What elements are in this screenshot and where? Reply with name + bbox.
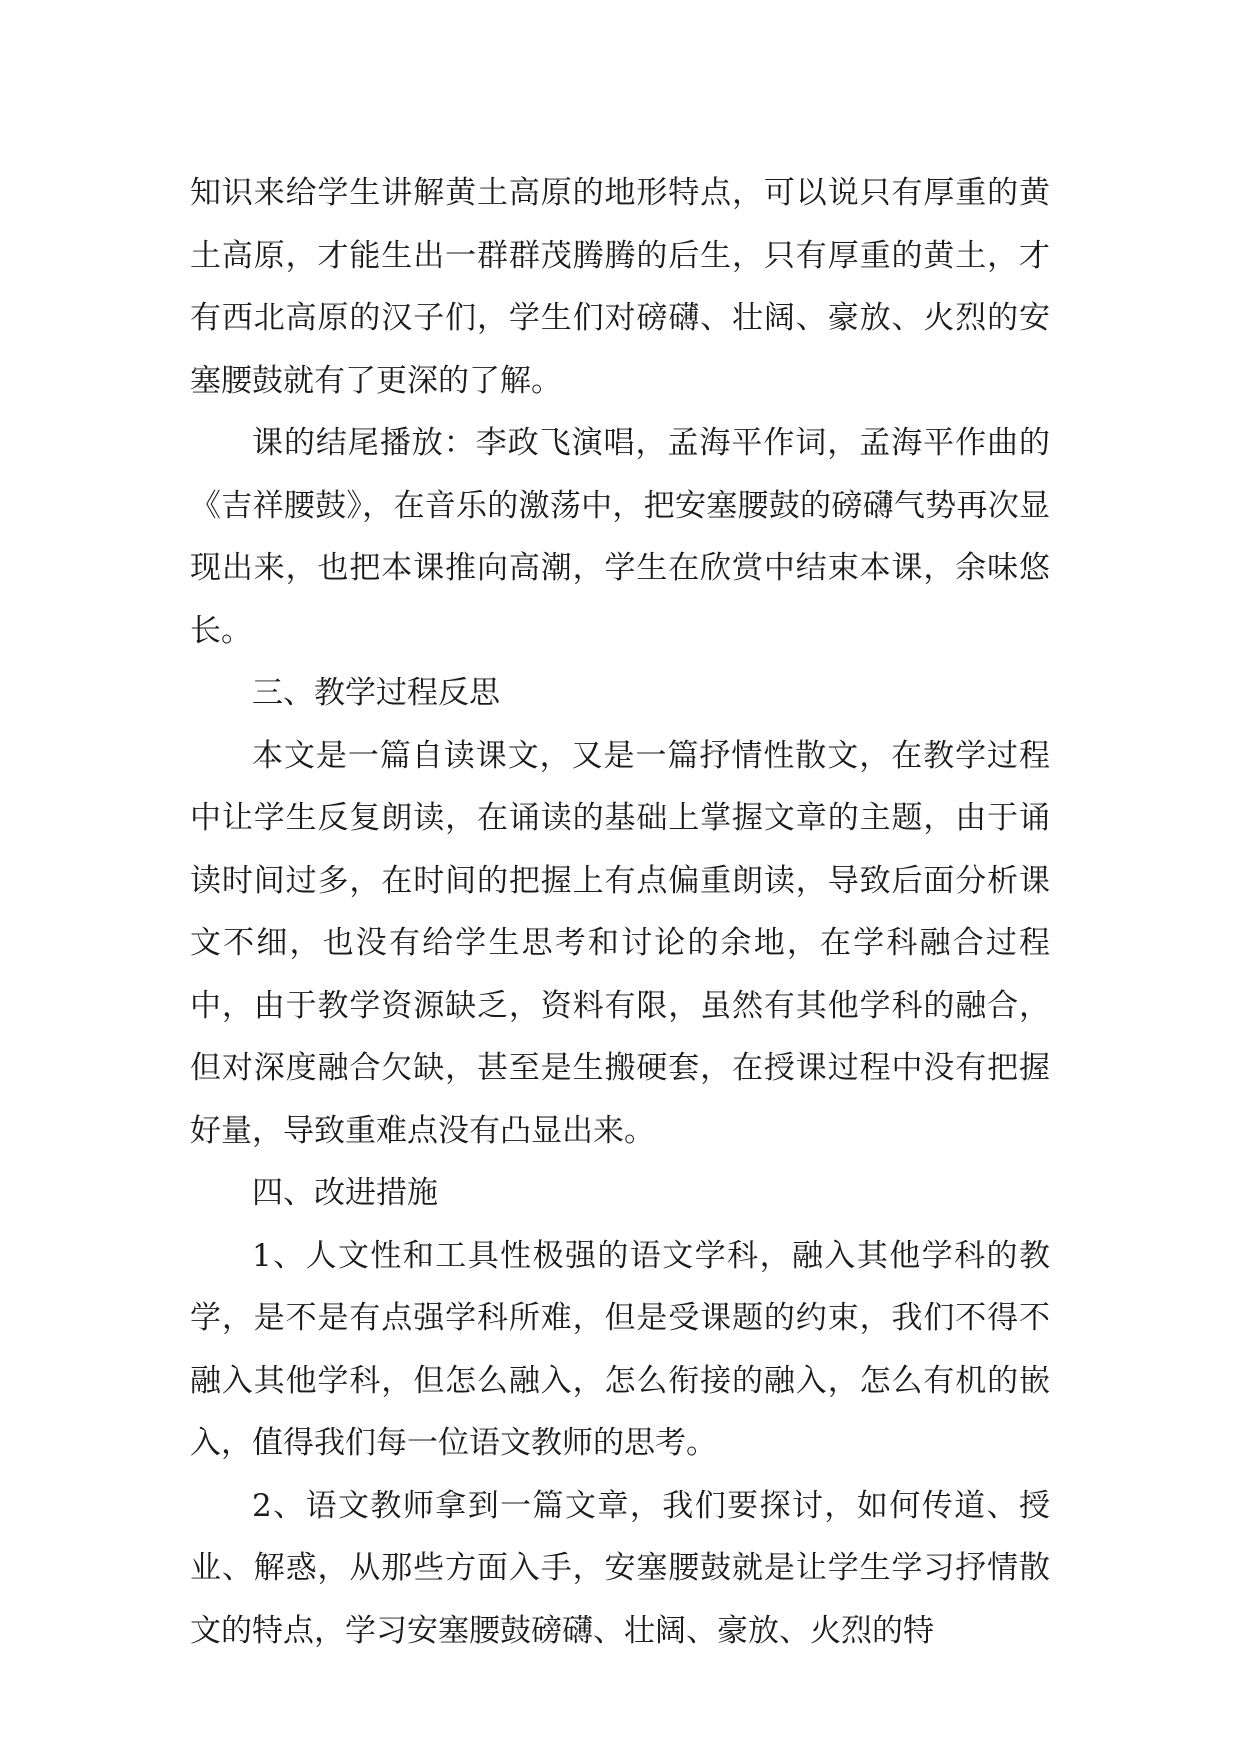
document-body: [190, 162, 1050, 1662]
list-item-improvement-2: 2、语文教师拿到一篇文章，我们要探讨，如何传道、授业、解惑，从那些方面入手，安塞腰鼓就是让学生学习抒情散文的特点，学习安塞腰鼓磅礴、壮阔、豪放、火烈的特: [190, 1487, 1050, 1649]
list-item-improvement-1: 1、人文性和工具性极强的语文学科，融入其他学科的教学，是不是有点强学科所难，但是受课题的约束，我们不得不融入其他学科，但怎么融入，怎么衔接的融入，怎么有机的嵌入，值得我们每一位语文教师的思考。: [190, 1237, 1050, 1461]
paragraph-ending-music: 课的结尾播放：李政飞演唱，孟海平作词，孟海平作曲的《吉祥腰鼓》，在音乐的激荡中，把安塞腰鼓的磅礴气势再次显现出来，也把本课推向高潮，学生在欣赏中结束本课，余味悠长。: [190, 425, 1050, 649]
paragraph-continuation: 知识来给学生讲解黄土高原的地形特点，可以说只有厚重的黄土高原，才能生出一群群茂腾腾的后生，只有厚重的黄土，才有西北高原的汉子们，学生们对磅礴、壮阔、豪放、火烈的安塞腰鼓就有了更深的了解。: [190, 175, 1050, 399]
section-heading-improvements: 四、改进措施: [252, 1175, 438, 1211]
paragraph-reflection: 本文是一篇自读课文，又是一篇抒情性散文，在教学过程中让学生反复朗读，在诵读的基础上掌握文章的主题，由于诵读时间过多，在时间的把握上有点偏重朗读，导致后面分析课文不细，也没有给学生思考和讨论的余地，在学科融合过程中，由于教学资源缺乏，资料有限，虽然有其他学科的融合，但对深度融合欠缺，甚至是生搬硬套，在授课过程中没有把握好量，导致重难点没有凸显出来。: [190, 737, 1050, 1149]
section-heading-reflection: 三、教学过程反思: [252, 675, 500, 711]
